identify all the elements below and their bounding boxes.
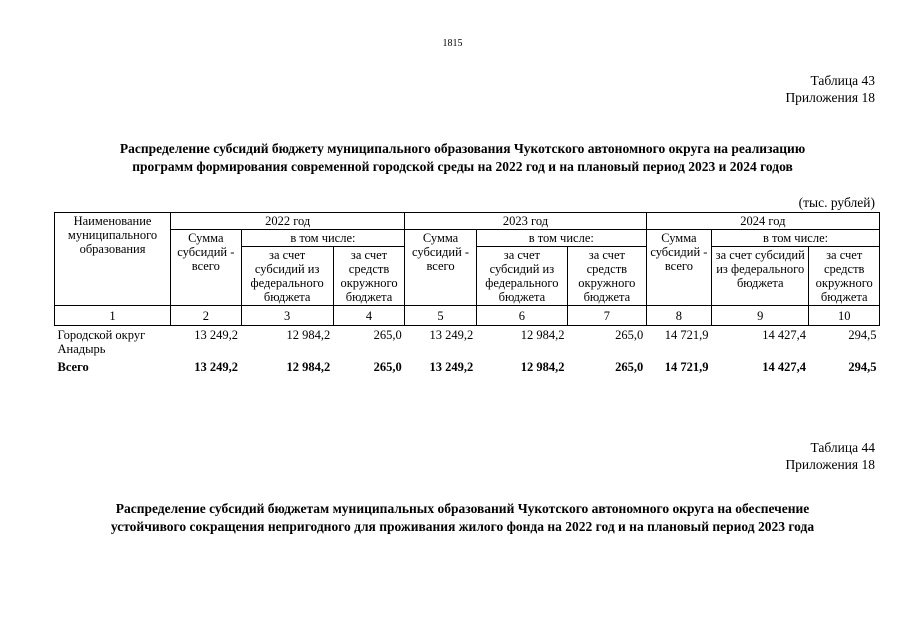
header-district-2022: за счет средств окружного бюджета xyxy=(333,247,405,306)
cell-total-2024: 14 721,9 xyxy=(664,328,709,342)
column-number: 9 xyxy=(712,306,809,326)
header-federal-2024: за счет субсидий из федерального бюджета xyxy=(712,247,809,306)
table43-title xyxy=(40,140,885,176)
total-row xyxy=(55,356,880,374)
table43-ref-appendix: Приложения 18 xyxy=(785,90,875,105)
total-cell-total-2024: 14 721,9 xyxy=(664,360,709,374)
table44-title xyxy=(40,500,885,536)
cell-federal-2024: 14 427,4 xyxy=(762,328,806,342)
table44-title-line-1: Распределение субсидий бюджетам муниципальных образований Чукотского автономного округа на обеспечение xyxy=(115,501,810,516)
header-year-2022: 2022 год xyxy=(171,213,405,230)
total-cell-federal-2022: 12 984,2 xyxy=(286,360,331,374)
total-cell-total-2023: 13 249,2 xyxy=(429,360,474,374)
column-number: 8 xyxy=(646,306,711,326)
header-total-2023: Сумма субсидий - всего xyxy=(405,230,477,306)
column-number: 10 xyxy=(809,306,880,326)
cell-total-2022: 13 249,2 xyxy=(194,328,239,342)
header-year-2023: 2023 год xyxy=(405,213,646,230)
table43-title-line-1: Распределение субсидий бюджету муниципального образования Чукотского автономного округа на реализацию xyxy=(119,141,806,156)
header-including-2024: в том числе: xyxy=(712,230,880,247)
header-municipality: Наименование муниципального образования xyxy=(55,213,171,306)
header-year-2024: 2024 год xyxy=(646,213,879,230)
column-number: 4 xyxy=(333,306,405,326)
table44-reference xyxy=(785,439,875,473)
column-number: 5 xyxy=(405,306,477,326)
table43-ref-number: Таблица 43 xyxy=(810,73,875,88)
total-label: Всего xyxy=(57,360,89,374)
header-total-2024: Сумма субсидий - всего xyxy=(646,230,711,306)
row-municipality-name: Городской округ Анадырь xyxy=(57,328,146,356)
cell-total-2023: 13 249,2 xyxy=(429,328,474,342)
table44-ref-appendix: Приложения 18 xyxy=(785,457,875,472)
total-cell-federal-2024: 14 427,4 xyxy=(762,360,806,374)
table43-title-line-2: программ формирования современной городской среды на 2022 год и на плановый период 2023 и 2024 годов xyxy=(132,159,793,174)
table44-title-line-2: устойчивого сокращения непригодного для проживания жилого фонда на 2022 год и на плановый период 2023 года xyxy=(110,519,815,534)
header-row-years xyxy=(55,213,880,230)
header-federal-2022: за счет субсидий из федерального бюджета xyxy=(241,247,333,306)
subsidy-table-43 xyxy=(54,212,880,374)
header-total-2022: Сумма субсидий - всего xyxy=(171,230,241,306)
units-label: (тыс. рублей) xyxy=(798,195,875,210)
cell-federal-2023: 12 984,2 xyxy=(520,328,565,342)
column-number: 3 xyxy=(241,306,333,326)
column-number: 1 xyxy=(55,306,171,326)
cell-district-2023: 265,0 xyxy=(615,328,644,342)
column-number: 7 xyxy=(567,306,646,326)
table43-reference xyxy=(785,72,875,106)
header-federal-2023: за счет субсидий из федерального бюджета xyxy=(476,247,567,306)
header-including-2022: в том числе: xyxy=(241,230,405,247)
header-including-2023: в том числе: xyxy=(476,230,646,247)
header-district-2023: за счет средств окружного бюджета xyxy=(567,247,646,306)
column-number-row xyxy=(55,306,880,326)
page-number: 1815 xyxy=(442,38,463,49)
total-cell-district-2023: 265,0 xyxy=(615,360,644,374)
table44-ref-number: Таблица 44 xyxy=(810,440,875,455)
cell-district-2022: 265,0 xyxy=(373,328,402,342)
header-district-2024: за счет средств окружного бюджета xyxy=(809,247,880,306)
total-cell-district-2024: 294,5 xyxy=(848,360,877,374)
column-number: 6 xyxy=(476,306,567,326)
column-number: 2 xyxy=(171,306,241,326)
header-row-groups xyxy=(55,230,880,247)
cell-district-2024: 294,5 xyxy=(848,328,877,342)
cell-federal-2022: 12 984,2 xyxy=(286,328,331,342)
table-row xyxy=(55,326,880,357)
total-cell-total-2022: 13 249,2 xyxy=(194,360,239,374)
total-cell-district-2022: 265,0 xyxy=(373,360,402,374)
total-cell-federal-2023: 12 984,2 xyxy=(520,360,565,374)
